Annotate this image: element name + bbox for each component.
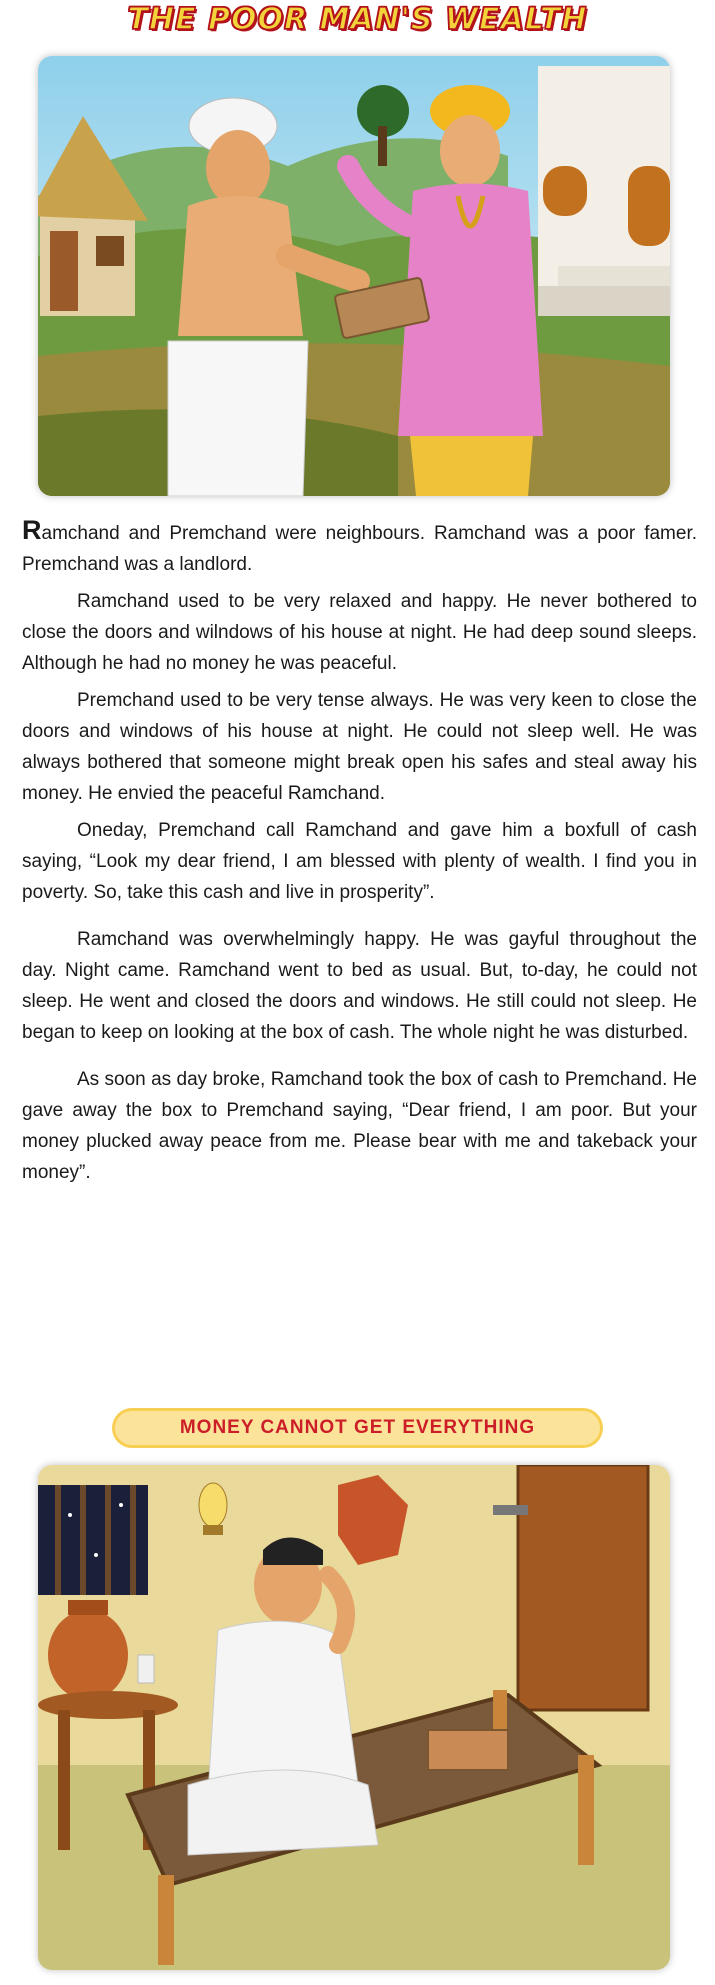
story-title: THE POOR MAN'S WEALTH xyxy=(127,2,588,37)
story-paragraph-2: Ramchand used to be very relaxed and happy. He never bothered to close the doors and wilndows of his house at night. He had deep sound sleeps. Although he had no money he was peaceful. xyxy=(22,591,697,674)
story-text xyxy=(22,515,697,1194)
story-paragraph-6: As soon as day broke, Ramchand took the box of cash to Premchand. He gave away the box to Premchand saying, “Dear friend, I am poor. But your money plucked away peace from me. Please bear with me and takeback your money”. xyxy=(22,1069,697,1183)
story-paragraph-3: Premchand used to be very tense always. He was very keen to close the doors and windows of his house at night. He could not sleep well. He was always bothered that someone might break open his safes and steal away his money. He envied the peaceful Ramchand. xyxy=(22,690,697,804)
story-paragraph-5: Ramchand was overwhelmingly happy. He was gayful throughout the day. Night came. Ramchand went to bed as usual. But, to-day, he could not sleep. He went and closed the doors and windows. He still could not sleep. He began to keep on looking at the box of cash. The whole night he was disturbed. xyxy=(22,929,697,1043)
story-paragraph-4: Oneday, Premchand call Ramchand and gave him a boxfull of cash saying, “Look my dear friend, I am blessed with plenty of wealth. I find you in poverty. So, take this cash and live in prosperity”. xyxy=(22,820,697,903)
story-paragraph-1: Ramchand and Premchand were neighbours. Ramchand was a poor famer. Premchand was a landlord. xyxy=(22,515,697,575)
moral-banner: MONEY CANNOT GET EVERYTHING xyxy=(115,1411,600,1445)
illustration-sleepless-night xyxy=(38,1465,670,1970)
illustration-handing-over-cash xyxy=(38,56,670,496)
drop-cap: R xyxy=(22,515,42,545)
